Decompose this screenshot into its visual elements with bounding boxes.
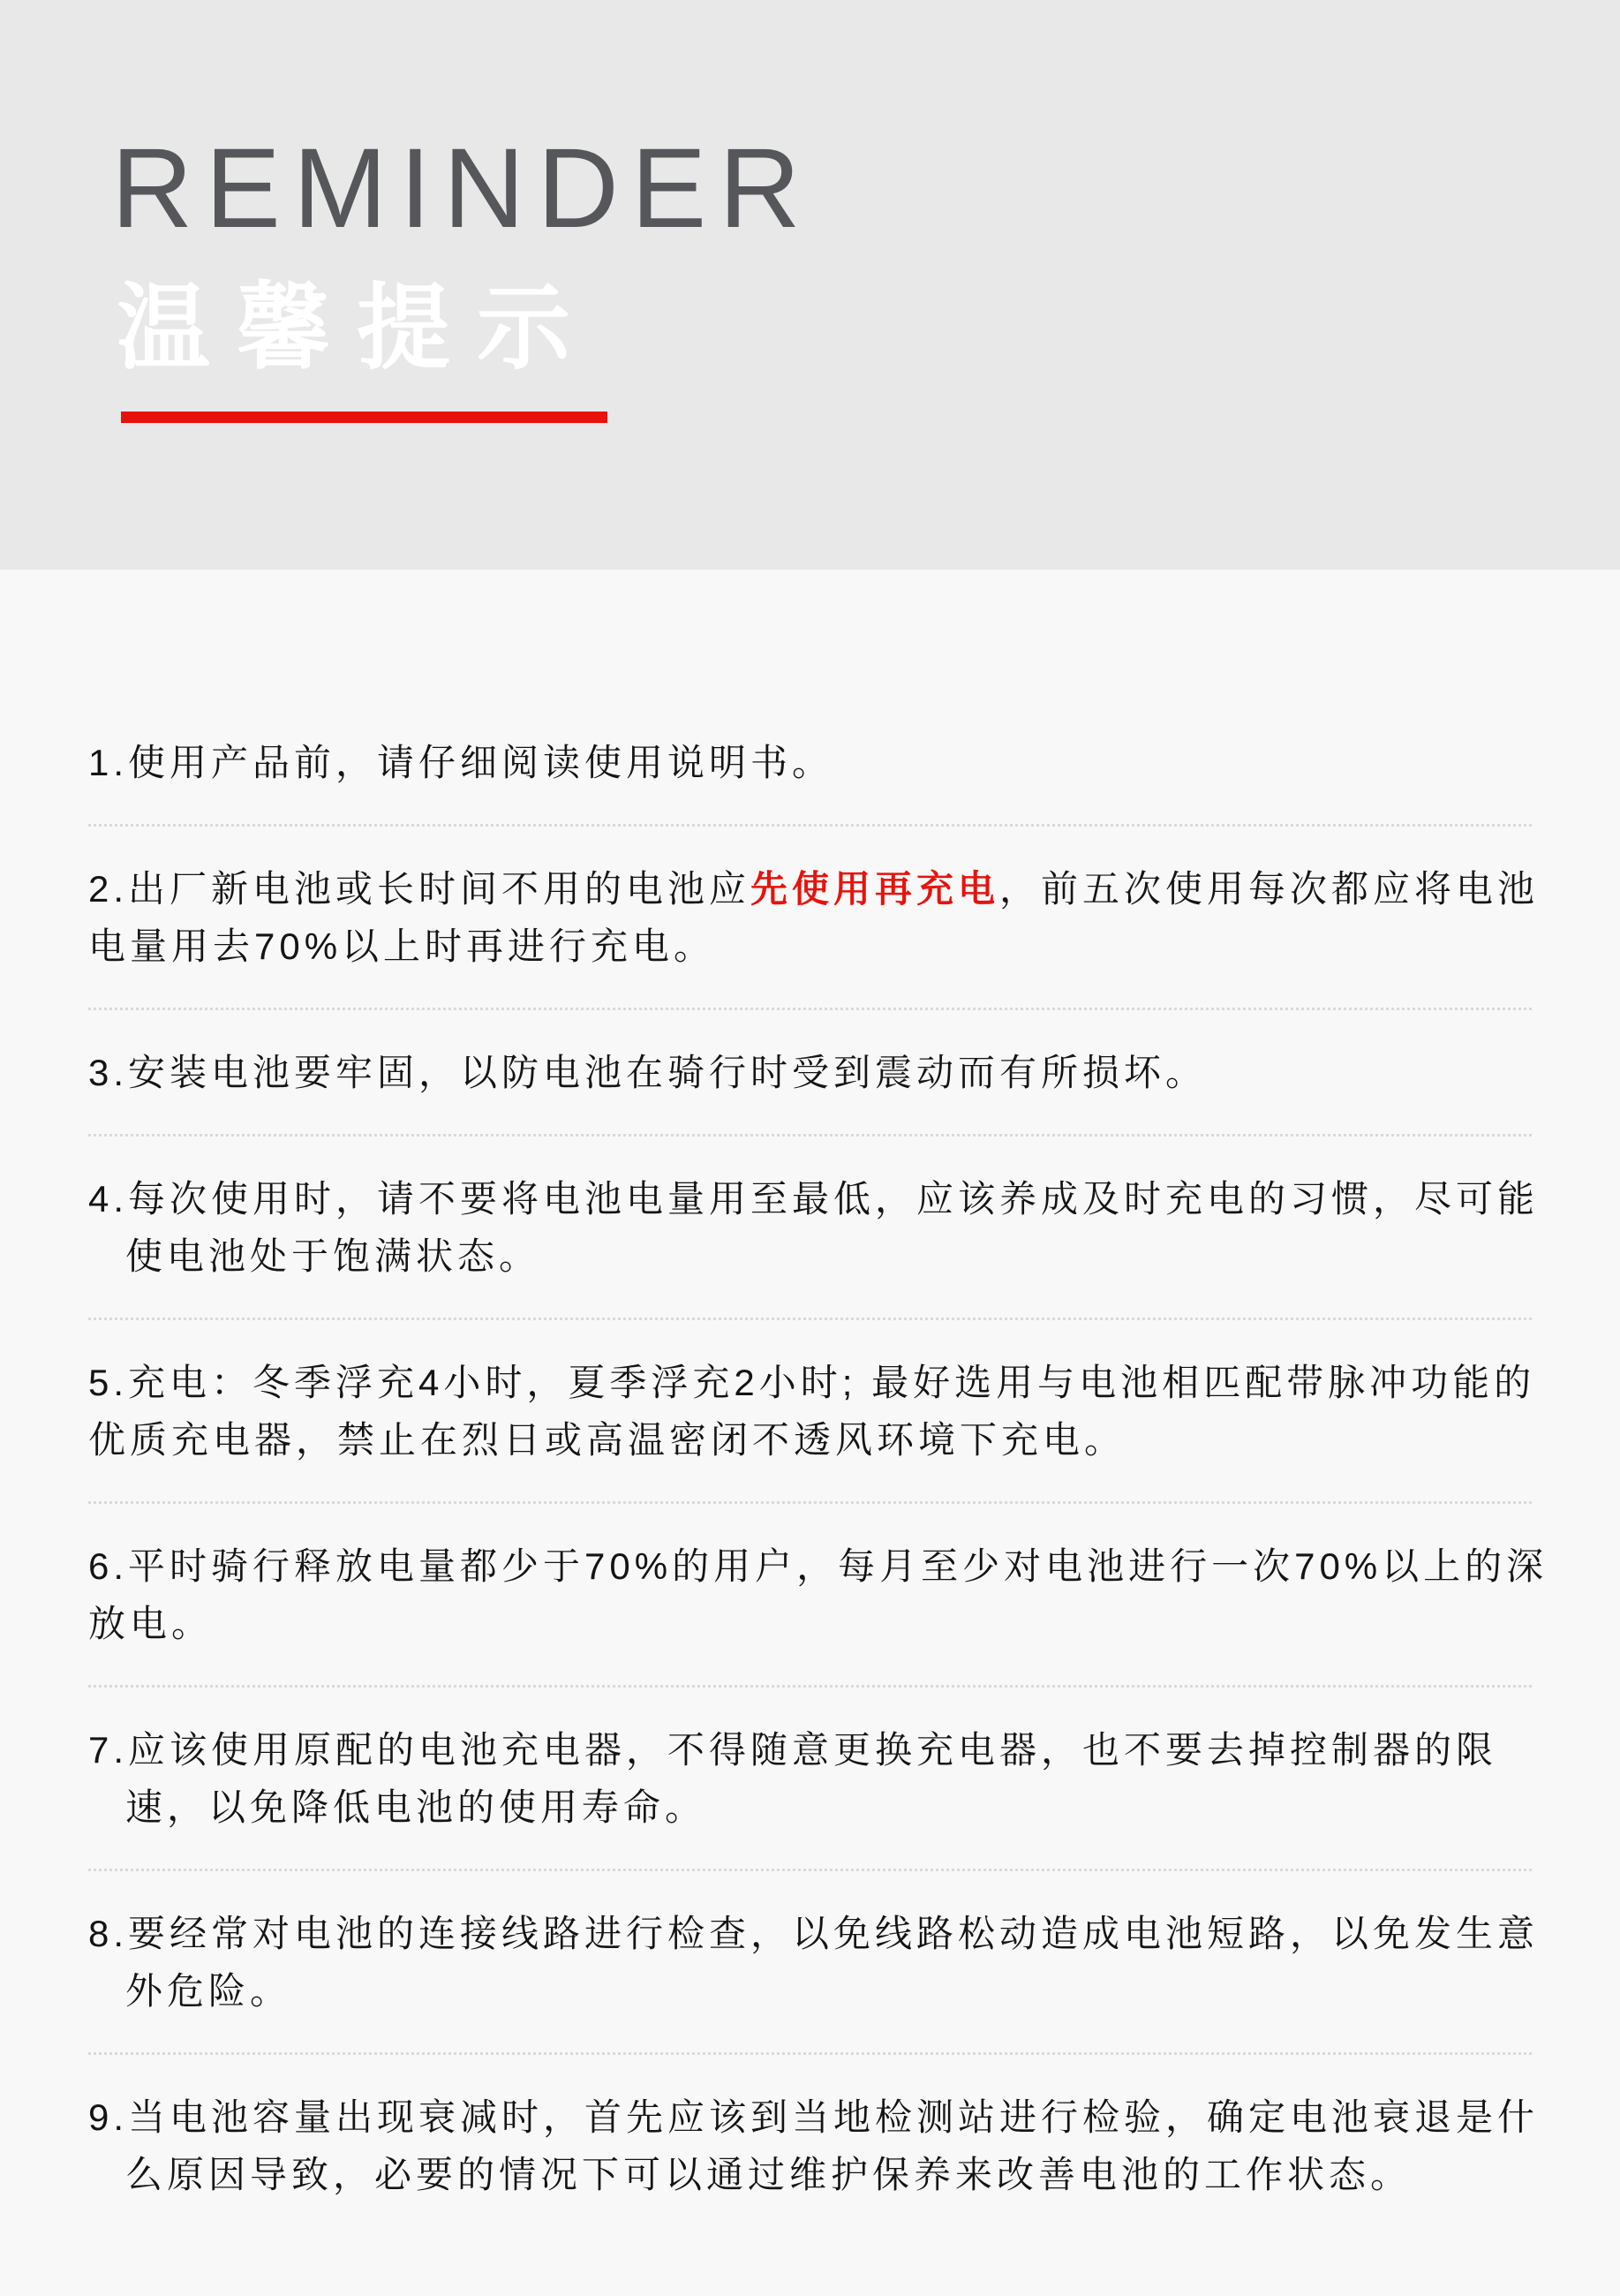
note-text: ，前五次使用每次都应将电池: [999, 868, 1540, 910]
title-underline-bar: [121, 412, 607, 423]
note-line: 4.每次使用时，请不要将电池电量用至最低，应该养成及时充电的习惯，尽可能: [88, 1178, 1540, 1220]
note-item-8: [88, 1905, 1540, 2020]
note-item-7: [88, 1721, 1532, 1836]
notes-list: [0, 570, 1620, 2296]
highlight-text: 先使用再充电: [750, 868, 1000, 910]
note-item-1: [88, 734, 1532, 791]
note-line: 9.当电池容量出现衰减时，首先应该到当地检测站进行检验，确定电池衰退是什: [88, 2096, 1540, 2138]
note-line: 使电池处于饱满状态。: [125, 1235, 541, 1277]
dotted-divider: [88, 1501, 1532, 1504]
note-line: 速，以免降低电池的使用寿命。: [125, 1786, 707, 1828]
dotted-divider: [88, 1685, 1532, 1688]
note-line: 6.平时骑行释放电量都少于70%的用户，每月至少对电池进行一次70%以上的深: [88, 1545, 1548, 1587]
note-item-4: [88, 1170, 1540, 1285]
note-item-5: [88, 1354, 1536, 1469]
note-line: 电量用去70%以上时再进行充电。: [88, 925, 716, 967]
page-title-english: REMINDER: [111, 125, 813, 252]
dotted-divider: [88, 2052, 1532, 2055]
note-line: 3.安装电池要牢固，以防电池在骑行时受到震动而有所损坏。: [88, 1052, 1208, 1093]
note-line: 7.应该使用原配的电池充电器，不得随意更换充电器，也不要去掉控制器的限: [88, 1729, 1498, 1771]
note-line: 5.充电：冬季浮充4小时，夏季浮充2小时; 最好选用与电池相匹配带脉冲功能的: [88, 1362, 1536, 1403]
dotted-divider: [88, 1318, 1532, 1320]
note-line: 么原因导致，必要的情况下可以通过维护保养来改善电池的工作状态。: [125, 2154, 1413, 2195]
dotted-divider: [88, 1869, 1532, 1871]
note-item-6: [88, 1537, 1548, 1652]
note-text: 2.出厂新电池或长时间不用的电池应: [88, 868, 751, 910]
note-line: 优质充电器，禁止在烈日或高温密闭不透风环境下充电。: [88, 1419, 1126, 1461]
note-item-2: [88, 860, 1540, 975]
page-title-chinese: 温馨提示: [117, 276, 597, 381]
note-line: 放电。: [88, 1603, 214, 1644]
note-item-3: [88, 1044, 1532, 1101]
dotted-divider: [88, 1008, 1532, 1010]
header-section: [0, 0, 1620, 570]
dotted-divider: [88, 1134, 1532, 1137]
note-line: [88, 860, 1540, 918]
dotted-divider: [88, 824, 1532, 827]
note-line: 8.要经常对电池的连接线路进行检查，以免线路松动造成电池短路，以免发生意: [88, 1913, 1540, 1954]
note-line: 1.使用产品前，请仔细阅读使用说明书。: [88, 742, 834, 783]
note-line: 外危险。: [125, 1970, 292, 2012]
note-item-9: [88, 2088, 1540, 2203]
